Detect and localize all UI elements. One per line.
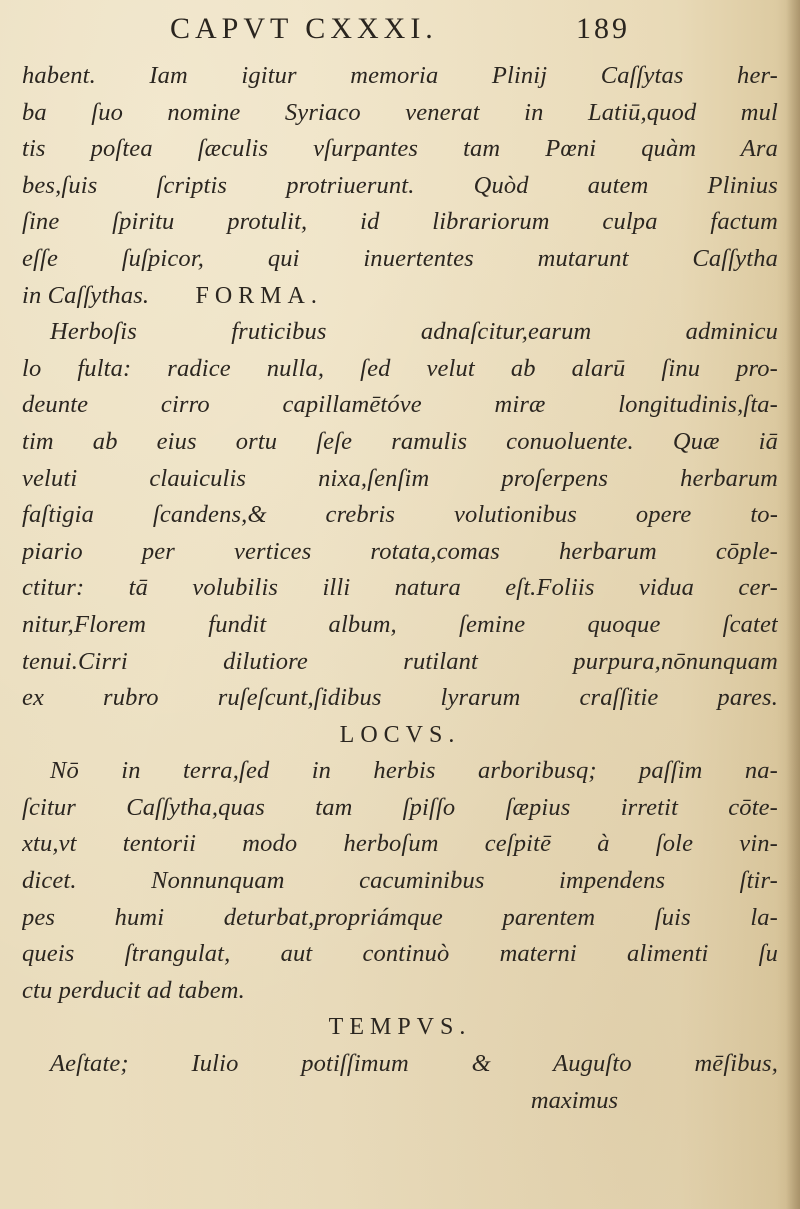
page-header bbox=[0, 12, 800, 52]
text-line: ſine ſpiritu protulit, id librariorum culpa factum bbox=[22, 208, 778, 236]
text-line: tis poſtea ſæculis vſurpantes tam Pœni quàm Ara bbox=[22, 135, 778, 163]
section-heading-tempus: TEMPVS. bbox=[328, 1014, 472, 1041]
text-line: faſtigia ſcandens,& crebris volutionibus opere to- bbox=[22, 501, 778, 529]
catchword: maximus bbox=[530, 1086, 618, 1114]
section-heading-locus: LOCVS. bbox=[339, 721, 461, 748]
paragraph-tempus bbox=[22, 1046, 778, 1083]
text-line: ba ſuo nomine Syriaco venerat in Latiū,quod mul bbox=[22, 98, 778, 126]
main-text bbox=[22, 58, 778, 1119]
text-line: bes,ſuis ſcriptis protriuerunt. Quòd autem Plinius bbox=[22, 171, 778, 199]
text-line: ctitur: tā volubilis illi natura eſt.Foliis vidua cer- bbox=[22, 574, 778, 602]
text-line-with-heading bbox=[22, 278, 778, 315]
text-line: xtu,vt tentorii modo herboſum ceſpitē à ſole vin- bbox=[22, 830, 778, 858]
text-line: pes humi deturbat,propriámque parentem ſuis la- bbox=[22, 903, 778, 931]
text-line: ſcitur Caſſytha,quas tam ſpiſſo ſæpius irretit cōte- bbox=[22, 793, 778, 821]
text-line: lo fulta: radice nulla, ſed velut ab alarū ſinu pro- bbox=[22, 354, 778, 382]
text-fragment: in Caſſythas. bbox=[22, 281, 150, 309]
paragraph-forma bbox=[22, 314, 778, 717]
page-number: 189 bbox=[576, 12, 630, 45]
text-line: Aeſtate; Iulio potiſſimum & Auguſto mēſibus, bbox=[50, 1050, 778, 1078]
text-line: nitur,Florem fundit album, ſemine quoque ſcatet bbox=[22, 610, 778, 638]
text-line: ex rubro ruſeſcunt,ſidibus lyrarum craſſitie pares. bbox=[22, 684, 778, 712]
paragraph-intro bbox=[22, 58, 778, 314]
text-line: tim ab eius ortu ſeſe ramulis conuoluente. Quæ iā bbox=[22, 427, 778, 455]
text-line: dicet. Nonnunquam cacuminibus impendens ſtir- bbox=[22, 867, 778, 895]
paragraph-locus bbox=[22, 753, 778, 1009]
text-line: deunte cirro capillamētóve miræ longitudinis,ſta- bbox=[22, 391, 778, 419]
text-line: tenui.Cirri dilutiore rutilant purpura,nōnunquam bbox=[22, 647, 778, 675]
section-heading-forma: FORMA. bbox=[195, 282, 323, 309]
text-line: ctu perducit ad tabem. bbox=[22, 976, 245, 1004]
page-edge-shadow bbox=[786, 0, 800, 1209]
text-line: Nō in terra,ſed in herbis arboribusq; paſſim na- bbox=[50, 757, 778, 785]
text-line: eſſe ſuſpicor, qui inuertentes mutarunt Caſſytha bbox=[22, 244, 778, 272]
text-line: veluti clauiculis nixa,ſenſim proſerpens herbarum bbox=[22, 464, 778, 492]
text-line: habent. Iam igitur memoria Plinij Caſſytas her- bbox=[22, 62, 778, 89]
running-head: CAPVT CXXXI. bbox=[170, 12, 438, 45]
text-line: piario per vertices rotata,comas herbarum cōple- bbox=[22, 537, 778, 565]
text-line: queis ſtrangulat, aut continuò materni alimenti ſu bbox=[22, 940, 778, 968]
text-line: Herboſis fruticibus adnaſcitur,earum adminicu bbox=[50, 318, 778, 346]
